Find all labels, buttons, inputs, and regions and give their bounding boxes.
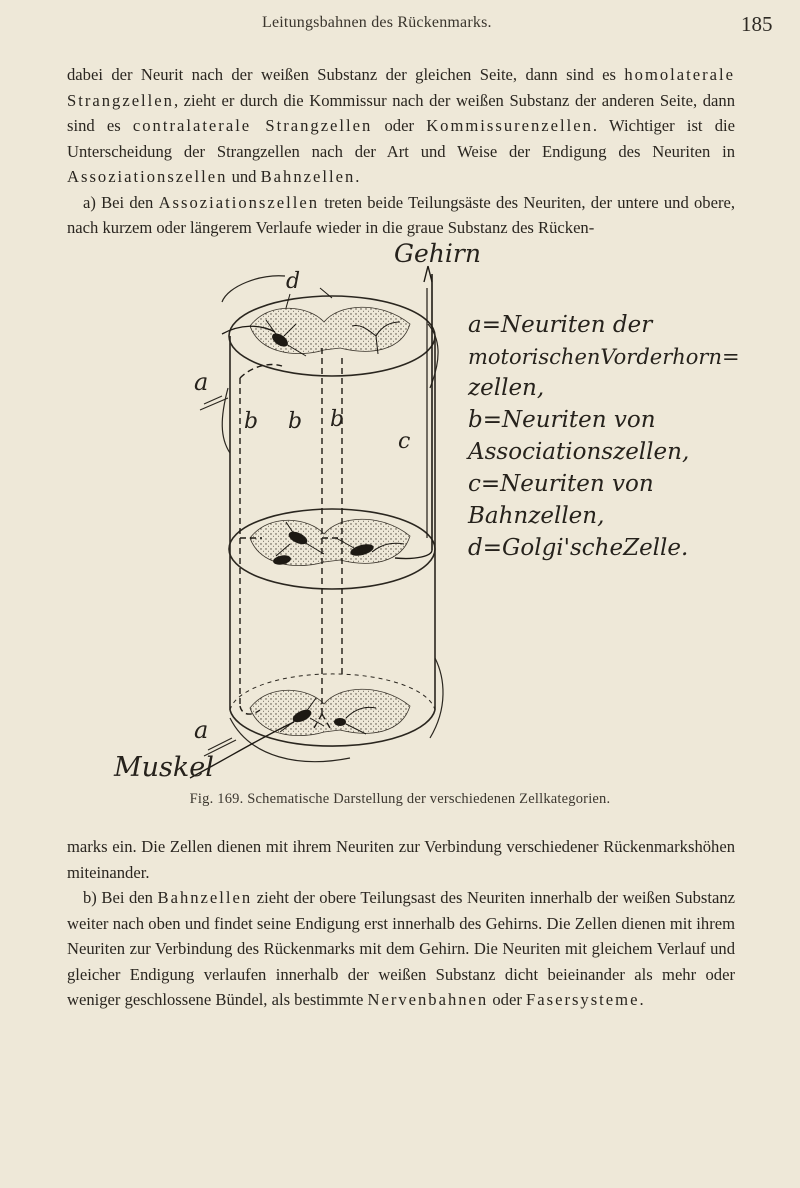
text-run: zieht der obere Teilungsast des Neuriten innerhalb der weißen Substanz weiter nach oben und findet seine Endigung erst innerhalb des Gehirns. Die Zellen dienen mit ihrem Neuriten zur Verbindung des Rückenmarks mit dem Gehirn. Die Neuriten mit gleichem Verlauf und gleicher Endigung verlaufen innerhalb der weißen Substanz dicht beieinander als mehr oder weniger geschlossene Bündel, als bestimmte: [67, 888, 735, 1009]
letter-b-3: b: [330, 407, 345, 432]
legend-line: zellen,: [468, 375, 545, 401]
running-title: Leitungsbahnen des Rückenmarks.: [262, 14, 492, 31]
ascending-tract: [395, 266, 432, 559]
spaced-term: contralaterale Strangzellen: [132, 116, 373, 135]
legend-line: a=Neuriten der: [468, 312, 653, 338]
grey-matter-bottom: [250, 689, 410, 735]
text-run: . Wichtiger ist die Unterscheidung der Strangzellen nach der Art und Weise der Endigung des Neuriten in: [67, 116, 735, 161]
page-number: 185: [741, 12, 773, 36]
spaced-term: Bahnzellen: [157, 888, 253, 907]
legend-line: d=Golgi'scheZelle.: [468, 535, 689, 561]
text-run: oder: [372, 116, 427, 135]
text-run: und: [227, 167, 261, 186]
letter-b-2: b: [288, 409, 303, 434]
spaced-term: Kommissurenzellen: [426, 116, 593, 135]
spaced-term: Fasersysteme: [526, 990, 640, 1009]
spaced-term: Assoziationszellen: [67, 167, 228, 186]
legend-line: Associationszellen,: [468, 439, 690, 465]
text-run: .: [639, 990, 644, 1009]
letter-b-1: b: [244, 409, 259, 434]
letter-d: d: [286, 269, 301, 294]
letter-a-bottom: a: [194, 716, 209, 744]
label-brain: Gehirn: [394, 239, 481, 268]
text-run: oder: [488, 990, 527, 1009]
legend-line: Bahnzellen,: [468, 503, 605, 529]
grey-matter-middle: [250, 519, 410, 565]
figure-legend: [466, 312, 740, 561]
legend-line: c=Neuriten von: [468, 471, 654, 497]
paragraph: [67, 834, 735, 885]
paragraph: [67, 62, 735, 190]
label-muscle: Muskel: [114, 752, 214, 783]
spaced-term: homolaterale Strangzellen: [67, 65, 735, 110]
text-block-bottom: [67, 834, 735, 1013]
figure-169: [110, 238, 740, 786]
paragraph: [67, 885, 735, 1013]
text-run: , zieht er durch die Kommissur nach der weißen Substanz der anderen Seite, dann sind es: [67, 90, 735, 135]
spinal-cord-diagram: [110, 238, 740, 786]
spaced-term: Nervenbahnen: [367, 990, 489, 1009]
spaced-term: Bahnzellen: [260, 167, 356, 186]
text-run: dabei der Neurit nach der weißen Substanz der gleichen Seite, dann sind es: [67, 65, 625, 84]
legend-line: motorischenVorderhorn=: [468, 345, 740, 369]
text-run: .: [355, 167, 360, 186]
text-run: marks ein. Die Zellen dienen mit ihrem Neuriten zur Verbindung verschiedener Rückenmarkshöhen miteinander.: [67, 837, 735, 882]
page-header: [0, 12, 800, 42]
text-block-top: [67, 62, 735, 241]
legend-line: b=Neuriten von: [468, 407, 656, 433]
text-run: b) Bei den: [83, 888, 158, 907]
paragraph: [67, 190, 735, 241]
spaced-term: Assoziationszellen: [158, 192, 319, 212]
text-run: a) Bei den: [83, 192, 159, 212]
text-run: treten beide Teilungsäste des Neuriten, der untere und obere, nach kurzem oder längerem Verlaufe wieder in die graue Substanz des Rücken-: [67, 192, 736, 237]
letter-c: c: [398, 429, 411, 454]
letter-a-top: a: [194, 368, 209, 396]
figure-caption: Fig. 169. Schematische Darstellung der verschiedenen Zellkategorien.: [189, 791, 611, 807]
